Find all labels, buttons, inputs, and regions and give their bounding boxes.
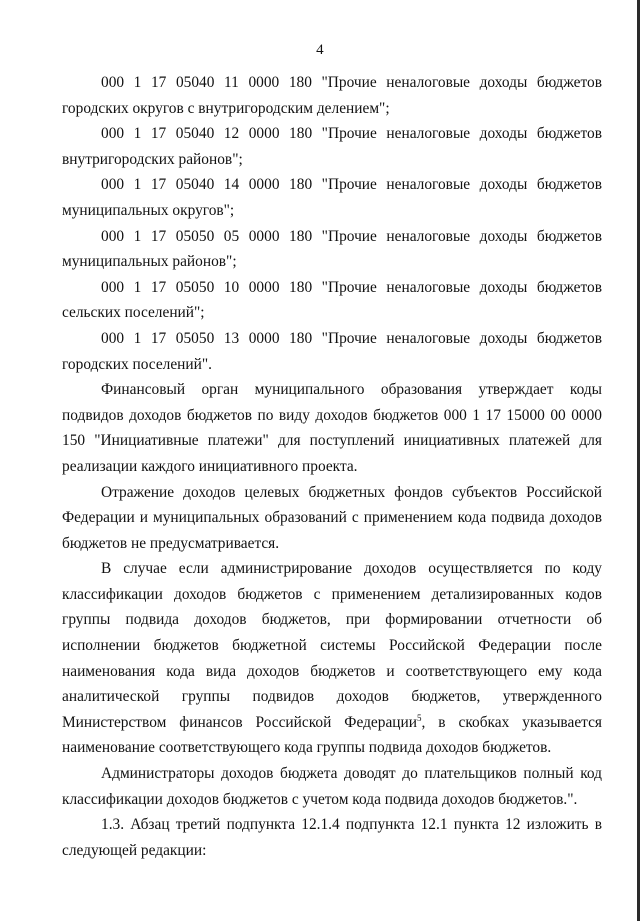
paragraph-code-05040-11: 000 1 17 05040 11 0000 180 "Прочие неналоговые доходы бюджетов городских округов с внутригородским делением";: [62, 74, 602, 117]
paragraph-code-05050-05: 000 1 17 05050 05 0000 180 "Прочие неналоговые доходы бюджетов муниципальных районов";: [62, 227, 602, 271]
paragraph-administration-text: В случае если администрирование доходов осуществляется по коду классификации доходов бюджетов с применением детализированных кодов группы подвида доходов бюджетов, при формировании отчетности об исполнении бюджетов бюджетной системы Российской Федерации после наименования кода вида доходов бюджетов и соответствующего ему кода аналитической группы подвидов доходов бюджетов, утвержденного Министерством финансов Российской Федерации: [62, 560, 602, 731]
document-body: [62, 70, 602, 863]
paragraph-code-05050-13: 000 1 17 05050 13 0000 180 "Прочие неналоговые доходы бюджетов городских поселений".: [62, 329, 602, 373]
page-number: 4: [316, 42, 324, 58]
paragraph-administration-case: [62, 556, 602, 761]
paragraph-code-05040-14: 000 1 17 05040 14 0000 180 "Прочие неналоговые доходы бюджетов муниципальных округов";: [62, 176, 602, 219]
paragraph-target-funds: Отражение доходов целевых бюджетных фондов субъектов Российской Федерации и муниципальных образований с применением кода подвида доходов бюджетов не предусматривается.: [62, 483, 602, 552]
paragraph-administrators: Администраторы доходов бюджета доводят до плательщиков полный код классификации доходов бюджетов с учетом кода подвида доходов бюджетов.".: [62, 765, 602, 808]
paragraph-code-05050-10: 000 1 17 05050 10 0000 180 "Прочие неналоговые доходы бюджетов сельских поселений";: [62, 278, 602, 322]
paragraph-initiative-payments: Финансовый орган муниципального образования утверждает коды подвидов доходов бюджетов по виду доходов бюджетов 000 1 17 15000 00 0000 150 "Инициативные платежи" для поступлений инициативных платежей для реализации каждого инициативного проекта.: [62, 381, 602, 475]
paragraph-amendment-1-3: 1.3. Абзац третий подпункта 12.1.4 подпункта 12.1 пункта 12 изложить в следующей редакции:: [62, 816, 602, 859]
footnote-mark: 5: [417, 712, 422, 723]
paragraph-administration-text-end: , в скобках указывается наименование соответствующего кода группы подвида доходов бюджетов.: [62, 713, 602, 757]
paragraph-code-05040-12: 000 1 17 05040 12 0000 180 "Прочие неналоговые доходы бюджетов внутригородских районов";: [62, 125, 602, 168]
